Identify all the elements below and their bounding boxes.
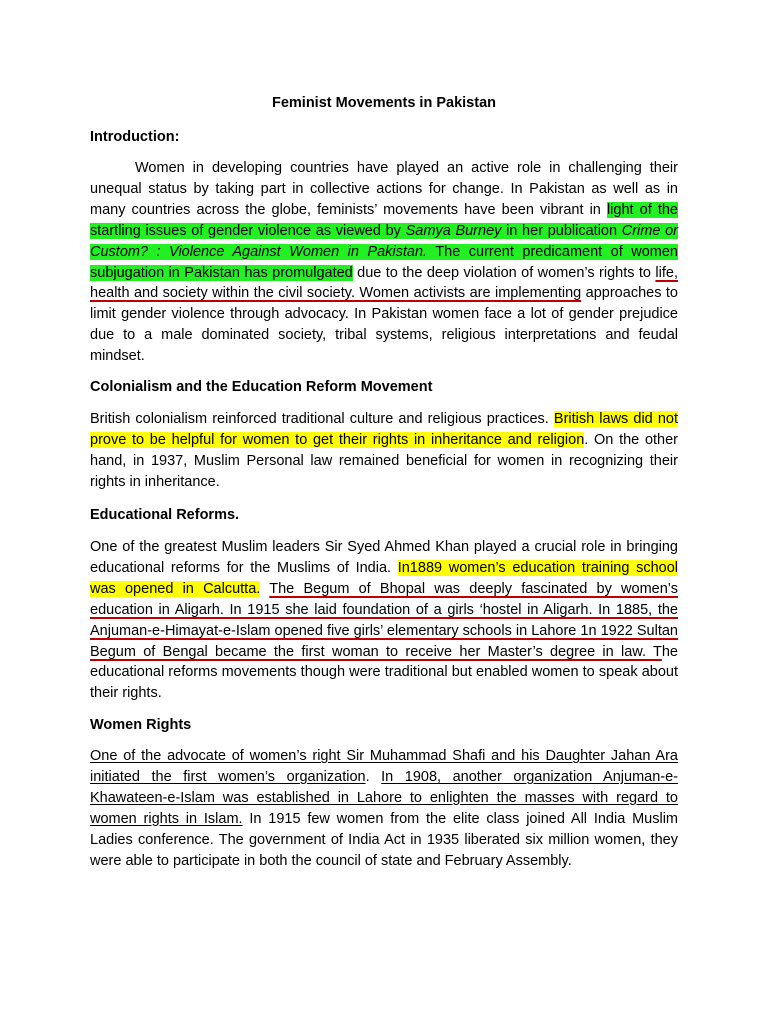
text-segment: In 1915 few women from the elite class joined All India Muslim Ladies conference. The government of India Act in 1935 liberated six million women, they were able to participate in both the council of state and February Assembly. <box>90 810 678 869</box>
text-segment <box>260 581 269 597</box>
yellow-highlight: British laws did not prove to be helpful for women to get their rights in inheritance and religion <box>90 411 678 448</box>
red-underlined-text: life, health and society within the civil society. Women activists are implementing <box>90 264 678 302</box>
author-name: Samya Burney <box>405 222 502 239</box>
publication-title: Crime or Custom? : Violence Against Women in Pakistan. <box>90 222 678 260</box>
underlined-text: One of the advocate of women’s right Sir Muhammad Shafi and his Daughter Jahan Ara initiated the first women’s organization <box>90 748 678 785</box>
paragraph-educational-reforms <box>90 537 678 704</box>
red-underlined-text: The Begum of Bhopal was deeply fascinated by women’s education in Aligarh. In 1915 she laid foundation of a girls ‘hostel in Aligarh. In 1885, the Anjuman-e-Himayat-e-Islam opened five girls’ elementary schools in Lahore 1n 1922 Sultan Begum of Bengal became the first woman to receive her Master’s degree in law. T <box>90 580 678 660</box>
paragraph-women-rights <box>90 746 678 871</box>
paragraph-colonialism <box>90 409 678 493</box>
text-segment: in her publication <box>501 222 622 239</box>
text-segment: . <box>365 768 382 785</box>
text-segment: due to the deep violation of women’s rights to <box>352 264 656 281</box>
text-segment: light of the startling issues of gender violence as viewed by <box>90 201 678 239</box>
text-segment: British colonialism reinforced traditional culture and religious practices. <box>90 411 554 427</box>
text-segment: approaches to limit gender violence through advocacy. In Pakistan women face a lot of gender prejudice due to a male dominated society, tribal systems, religious interpretations and feudal mindset. <box>90 285 678 365</box>
text-segment: The current predicament of women subjugation in Pakistan has promulgated <box>90 243 678 281</box>
text-segment: . On the other hand, in 1937, Muslim Personal law remained beneficial for women in recognizing their rights in inheritance. <box>90 431 678 490</box>
heading-colonialism: Colonialism and the Education Reform Movement <box>90 379 433 395</box>
underlined-text: In 1908, another organization Anjuman-e-Khawateen-e-Islam was established in Lahore to enlighten the masses with regard to women rights in Islam. <box>90 768 678 827</box>
paragraph-introduction <box>90 158 678 367</box>
yellow-highlight: In1889 women’s education training school was opened in Calcutta. <box>90 559 678 597</box>
heading-educational-reforms: Educational Reforms. <box>90 507 240 523</box>
heading-women-rights: Women Rights <box>90 717 192 733</box>
text-segment: he educational reforms movements though were traditional but enabled women to speak about their rights. <box>90 643 678 702</box>
heading-introduction: Introduction: <box>90 129 180 145</box>
text-segment: Women in developing countries have played an active role in challenging their unequal status by taking part in collective actions for change. In Pakistan as well as in many countries across the globe, feminists’ movements have been vibrant in <box>90 160 678 218</box>
document-title: Feminist Movements in Pakistan <box>271 95 496 111</box>
text-segment: One of the greatest Muslim leaders Sir Syed Ahmed Khan played a crucial role in bringing educational reforms for the Muslims of India. <box>90 539 678 576</box>
